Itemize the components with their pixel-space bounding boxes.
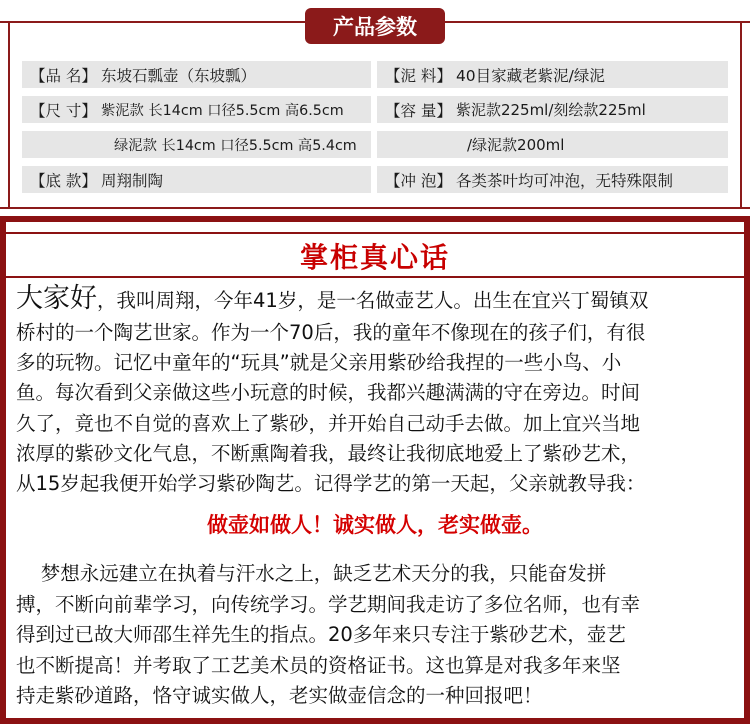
param-size-cell <box>22 96 371 123</box>
param-capacity-cell-2 <box>377 131 728 158</box>
param-mark-value: 周翔制陶 <box>100 171 163 190</box>
closing-line: 持走紫砂道路，恪守诚实做人，老实做壶信念的一种回报吧！ <box>16 684 543 707</box>
param-capacity-cell <box>377 96 728 123</box>
closing-line: 梦想永远建立在执着与汗水之上，缺乏艺术天分的我，只能奋发拼 <box>16 562 607 585</box>
param-capacity-label: 【容 量】 <box>385 101 452 120</box>
param-mark-label: 【底 款】 <box>30 171 97 190</box>
story-title-rule <box>6 276 744 278</box>
param-size-cell-2 <box>22 131 371 158</box>
param-name-value: 东坡石瓢壶（东坡瓢） <box>100 66 256 85</box>
params-left-rule <box>8 21 10 209</box>
story-line-1 <box>16 284 738 316</box>
intro-line: 久了，竟也不自觉的喜欢上了紫砂，并开始自己动手去做。加上宜兴当地 <box>16 412 641 435</box>
intro-line: 从15岁起我便开始学习紫砂陶艺。记得学艺的第一天起，父亲就教导我： <box>16 472 646 495</box>
closing-line: 也不断提高！并考取了工艺美术员的资格证书。这也算是对我多年来坚 <box>16 654 621 677</box>
intro-line: 浓厚的紫砂文化气息，不断熏陶着我，最终让我彻底地爱上了紫砂艺术， <box>16 442 641 465</box>
param-size-value-2: 绿泥款 长14cm 口径5.5cm 高5.4cm <box>114 137 357 154</box>
story-title: 掌柜真心话 <box>299 241 450 274</box>
params-title: 产品参数 <box>305 8 445 44</box>
param-name-label: 【品 名】 <box>30 66 97 85</box>
params-bottom-rule <box>0 207 750 209</box>
param-brew-label: 【冲 泡】 <box>385 171 452 190</box>
params-right-rule <box>740 21 742 209</box>
param-size-label: 【尺 寸】 <box>30 101 97 120</box>
param-mark-cell <box>22 166 371 193</box>
param-size-value: 紫泥款 长14cm 口径5.5cm 高6.5cm <box>100 102 344 119</box>
product-params-section <box>0 0 750 216</box>
param-name-cell <box>22 61 371 88</box>
param-clay-cell <box>377 61 728 88</box>
param-capacity-value: 紫泥款225ml/刻绘款225ml <box>455 101 646 119</box>
greeting-text: 大家好 <box>16 283 97 314</box>
param-brew-cell <box>377 166 728 193</box>
intro-line: 多的玩物。记忆中童年的“玩具”就是父亲用紫砂给我捏的一些小鸟、小 <box>16 351 622 374</box>
param-capacity-value-2: /绿泥款200ml <box>467 136 565 154</box>
param-clay-value: 40目家藏老紫泥/绿泥 <box>455 66 605 85</box>
param-clay-label: 【泥 料】 <box>385 66 452 85</box>
closing-line: 搏，不断向前辈学习，向传统学习。学艺期间我走访了多位名师，也有幸 <box>16 593 641 616</box>
story-top-rule <box>6 232 744 234</box>
closing-line: 得到过已故大师邵生祥先生的指点。20多年来只专注于紫砂艺术，壶艺 <box>16 623 626 646</box>
story-motto: 做壶如做人！诚实做人，老实做壶。 <box>207 513 543 537</box>
intro-line: 鱼。每次看到父亲做这些小玩意的时候，我都兴趣满满的守在旁边。时间 <box>16 381 641 404</box>
intro-line: 桥村的一个陶艺世家。作为一个70后，我的童年不像现在的孩子们，有很 <box>16 321 646 344</box>
param-brew-value: 各类茶叶均可冲泡，无特殊限制 <box>455 171 673 190</box>
intro-line: ，我叫周翔，今年41岁，是一名做壶艺人。出生在宜兴丁蜀镇双 <box>97 289 649 312</box>
